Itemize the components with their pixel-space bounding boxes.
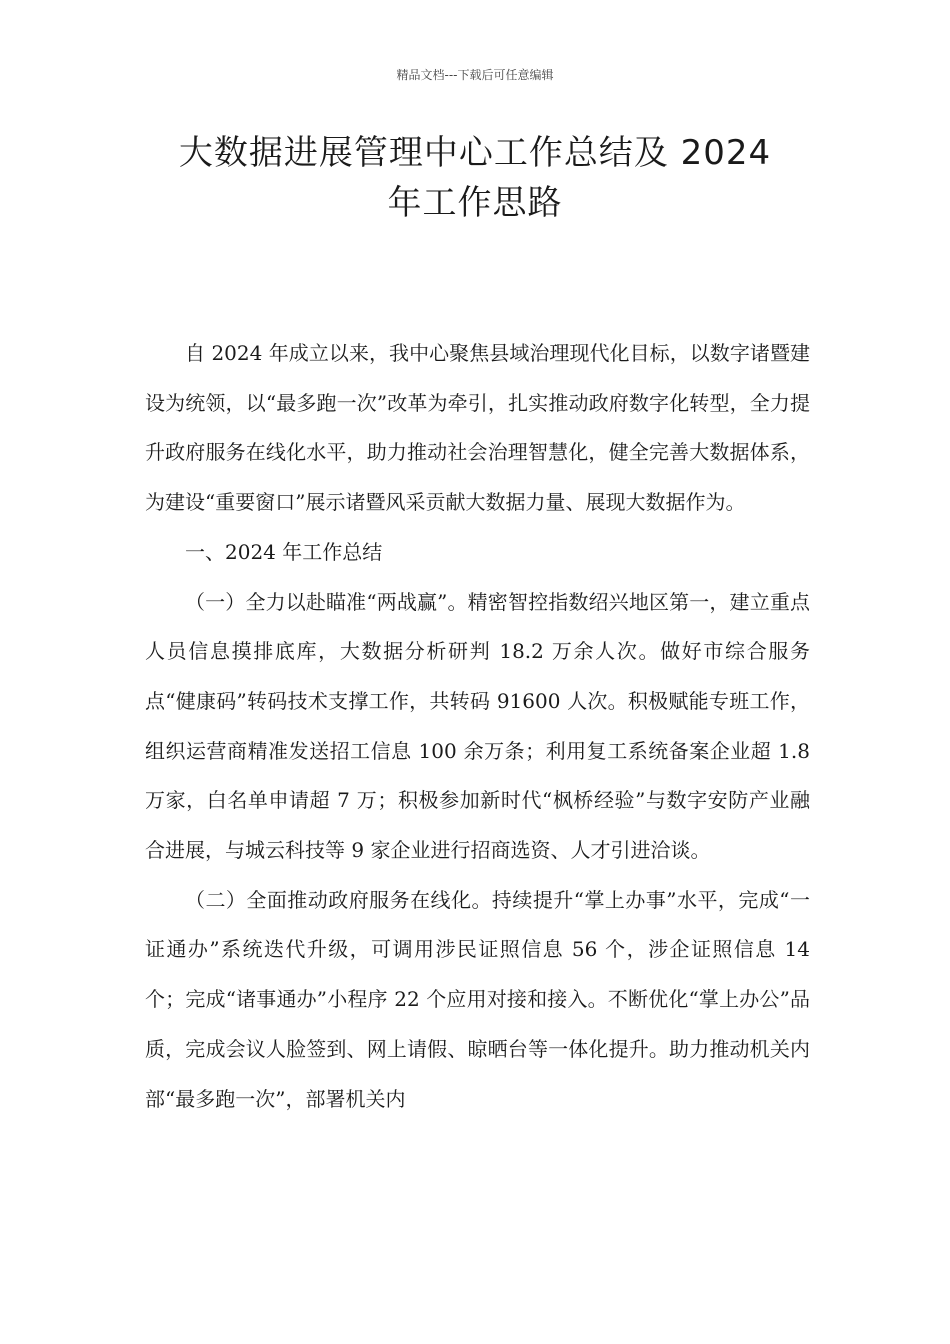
subsection-2-paragraph: （二）全面推动政府服务在线化。持续提升“掌上办事”水平，完成“一证通办”系统迭代升级，可调用涉民证照信息 56 个，涉企证照信息 14 个；完成“诸事通办”小程序 22 个应用对接和接入。不断优化“掌上办公”品质，完成会议人脸签到、网上请假、晾晒台等一体化提升。助力推动机关内部“最多跑一次”，部署机关内 xyxy=(145,887,810,1111)
document-title xyxy=(140,128,810,228)
title-line-1: 大数据进展管理中心工作总结及 2024 xyxy=(178,133,772,173)
header-note: 精品文档---下载后可任意编辑 xyxy=(396,68,554,82)
subsection-1-paragraph: （一）全力以赴瞄准“两战赢”。精密智控指数绍兴地区第一，建立重点人员信息摸排底库，大数据分析研判 18.2 万余人次。做好市综合服务点“健康码”转码技术支撑工作，共转码 91600 人次。积极赋能专班工作，组织运营商精准发送招工信息 100 余万条；利用复工系统备案企业超 1.8 万家，白名单申请超 7 万；积极参加新时代“枫桥经验”与数字安防产业融合进展，与城云科技等 9 家企业进行招商选资、人才引进洽谈。 xyxy=(145,589,810,863)
intro-paragraph: 自 2024 年成立以来，我中心聚焦县域治理现代化目标，以数字诸暨建设为统领，以“最多跑一次”改革为牵引，扎实推动政府数字化转型，全力提升政府服务在线化水平，助力推动社会治理智慧化，健全完善大数据体系，为建设“重要窗口”展示诸暨风采贡献大数据力量、展现大数据作为。 xyxy=(145,341,810,515)
title-line-2: 年工作思路 xyxy=(387,183,563,223)
document-body xyxy=(145,329,810,1124)
section-heading: 一、2024 年工作总结 xyxy=(185,539,383,564)
